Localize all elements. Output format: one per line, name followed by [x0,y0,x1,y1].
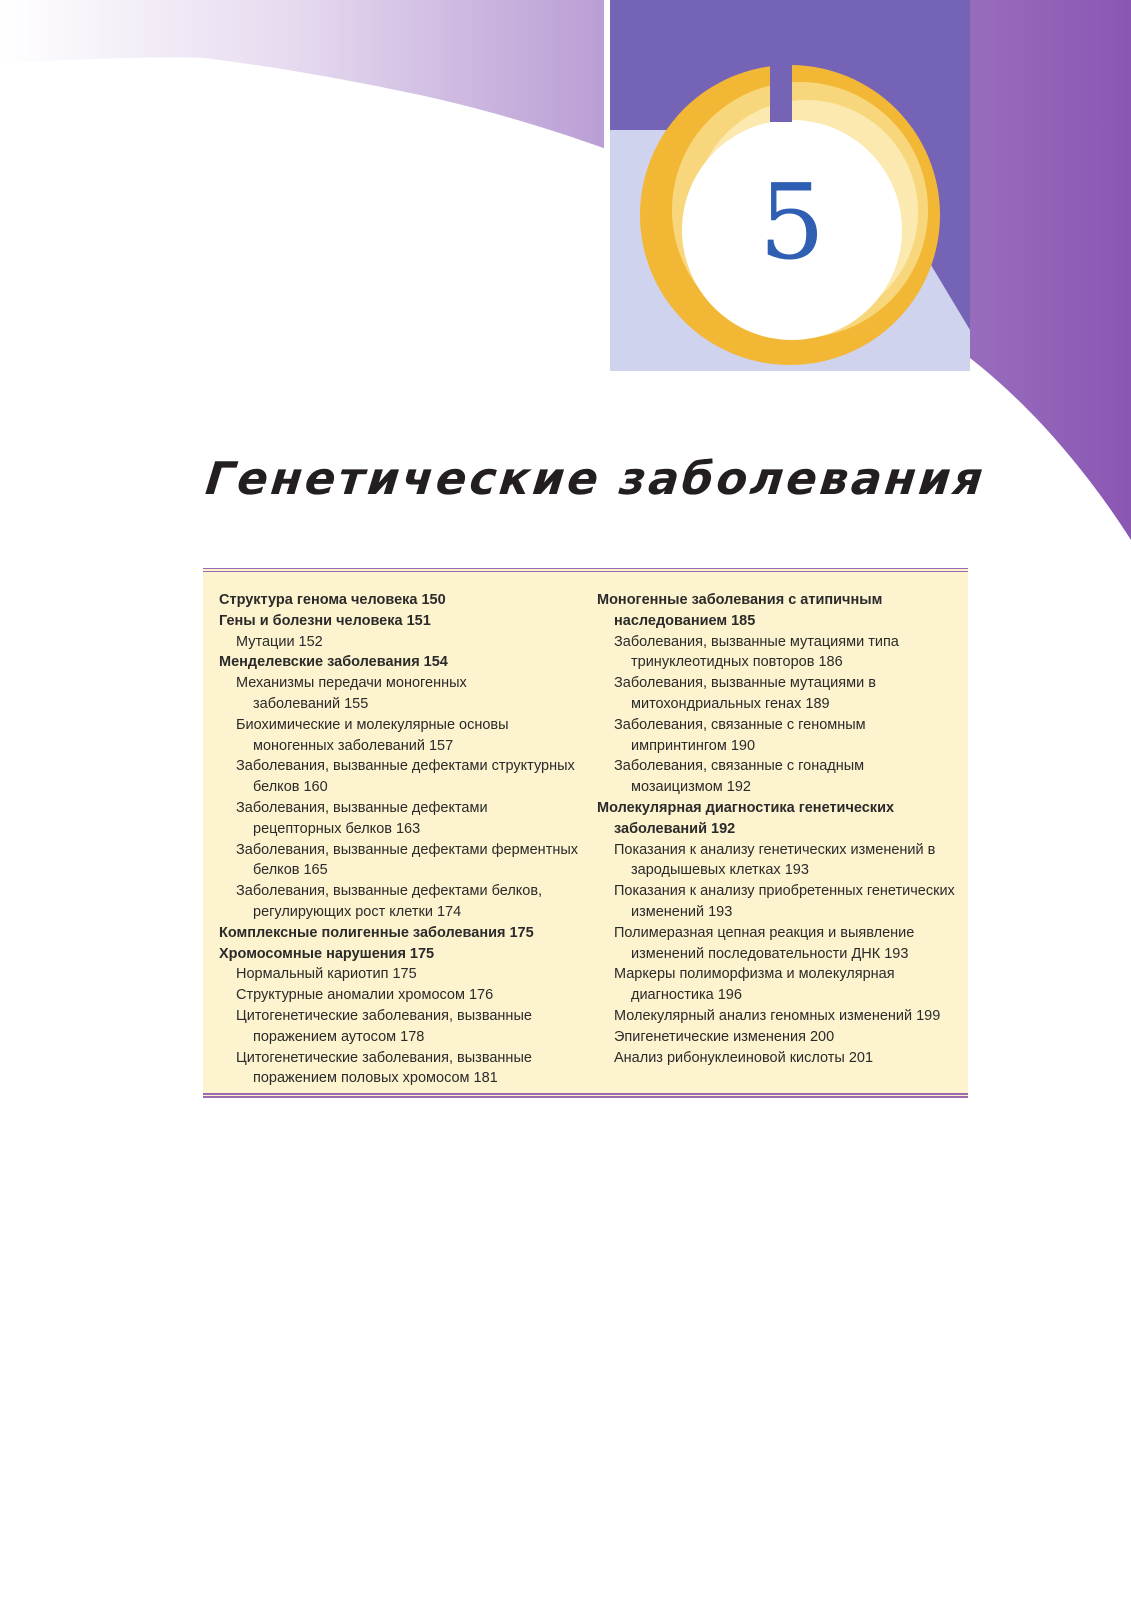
toc-entry-page: 192 [726,779,751,796]
toc-entry-title: Молекулярная диагностика генетических заболеваний [597,799,895,837]
toc-entry[interactable] [219,881,579,923]
toc-entry[interactable] [219,1048,579,1090]
toc-entry-page: 199 [916,1007,941,1024]
toc-entry[interactable] [597,1048,957,1069]
toc-entry-title: Заболевания, вызванные мутациями в митохондриальных генах [614,675,876,712]
toc-entry-page: 157 [428,737,454,754]
toc-entry-title: Молекулярный анализ геномных изменений [614,1007,913,1024]
toc-entry-title: Моногенные заболевания с атипичным наследованием [597,592,883,629]
toc-entry-page: 154 [423,654,448,671]
toc-entry-title: Показания к анализу приобретенных генетических изменений [614,883,955,920]
chapter-panel-edge [604,0,610,375]
toc-entry[interactable] [597,590,957,632]
toc-entry-page: 189 [805,695,830,712]
toc-entry-title: Заболевания, вызванные мутациями типа тринуклеотидных повторов [614,633,899,671]
toc-entry-title: Структура генома человека [219,592,418,608]
toc-entry-title: Показания к анализу генетических изменений в зародышевых клетках [614,841,936,879]
toc-entry[interactable] [219,798,579,840]
toc-entry-title: Заболевания, вызванные дефектами ферментных белков [236,841,579,879]
toc-entry[interactable] [597,923,957,965]
toc-entry-title: Маркеры полиморфизма и молекулярная диагностика [614,966,895,1004]
toc-entry-page: 151 [406,612,431,629]
toc-entry-page: 174 [436,903,462,920]
chapter-title: Генетические заболевания [203,452,989,505]
toc-entry-page: 193 [784,862,809,879]
toc-entry[interactable] [219,715,579,757]
toc-entry-page: 200 [809,1028,835,1045]
toc-entry-title: Цитогенетические заболевания, вызванные поражением аутосом [236,1007,532,1045]
header-decoration [0,0,1131,620]
toc-entry-page: 175 [392,966,417,983]
toc-entry-title: Комплексные полигенные заболевания [219,924,506,941]
toc-entry-title: Заболевания, вызванные дефектами белков, регулирующих рост клетки [236,883,543,920]
toc-entry[interactable] [219,673,579,715]
toc-entry[interactable] [597,798,957,840]
toc-entry[interactable] [597,840,957,882]
toc-entry-page: 178 [400,1028,425,1045]
chapter-number: 5 [758,161,826,283]
toc-entry-title: Заболевания, вызванные дефектами структурных белков [236,758,575,796]
toc-entry-page: 175 [509,924,534,941]
white-sweep [0,57,205,262]
toc-entry[interactable] [219,1006,579,1048]
toc-entry[interactable] [597,632,957,674]
toc-entry[interactable] [597,964,957,1006]
toc-entry-page: 190 [730,737,756,754]
toc-entry[interactable] [219,840,579,882]
toc-entry-title: Механизмы передачи моногенных заболеваний [236,675,467,712]
toc-entry[interactable] [219,923,579,944]
toc-entry-page: 165 [303,862,328,879]
toc-entry[interactable] [597,673,957,715]
toc-entry[interactable] [597,881,957,923]
toc-entry-page: 185 [731,612,756,629]
toc-entry-title: Полимеразная цепная реакция и выявление изменений последовательности ДНК [614,924,915,962]
toc-entry-title: Заболевания, связанные с гонадным мозаицизмом [614,758,865,796]
toc-entry-page: 155 [344,695,369,712]
toc-entry-title: Заболевания, вызванные дефектами рецепторных белков [236,799,488,837]
toc-entry-title: Хромосомные нарушения [219,945,406,962]
toc-entry-page: 152 [298,633,323,650]
toc-entry-title: Эпигенетические изменения [614,1028,806,1045]
toc-entry[interactable] [219,590,579,611]
toc-entry-title: Менделевские заболевания [219,654,420,671]
toc-entry-title: Анализ рибонуклеиновой кислоты [614,1049,845,1066]
toc-entry-page: 160 [303,779,328,796]
toc-entry[interactable] [219,611,579,632]
toc-left-column [219,590,579,1089]
toc-entry-page: 176 [468,987,494,1004]
toc-entry[interactable] [219,964,579,985]
toc-entry[interactable] [219,985,579,1006]
toc-entry[interactable] [597,715,957,757]
toc-entry-page: 193 [708,903,733,920]
toc-entry-title: Заболевания, связанные с геномным импринтингом [614,716,866,754]
toc-entry[interactable] [219,632,579,653]
toc-entry-page: 192 [711,820,736,837]
toc-entry[interactable] [597,1006,957,1027]
toc-entry-page: 181 [473,1070,498,1087]
toc-entry-title: Цитогенетические заболевания, вызванные поражением половых хромосом [236,1049,532,1087]
toc-entry[interactable] [219,944,579,965]
toc-entry[interactable] [597,756,957,798]
toc-entry-title: Структурные аномалии хромосом [236,987,465,1004]
toc-entry-page: 201 [848,1049,874,1066]
toc-entry[interactable] [597,1027,957,1048]
toc-entry-page: 175 [409,945,435,962]
toc-entry[interactable] [219,756,579,798]
chapter-panel-bottom-edge [604,371,970,375]
ring-notch [770,60,792,122]
toc-right-column [597,590,957,1068]
toc-entry-page: 150 [421,592,446,608]
toc-entry[interactable] [219,652,579,673]
toc-entry-page: 186 [818,654,843,671]
toc-entry-page: 163 [395,820,421,837]
toc-entry-title: Биохимические и молекулярные основы моногенных заболеваний [236,716,509,754]
toc-entry-title: Мутации [236,633,295,650]
toc-entry-page: 196 [717,987,742,1004]
toc-entry-title: Нормальный кариотип [236,966,389,983]
toc-entry-page: 193 [884,945,909,962]
toc-entry-title: Гены и болезни человека [219,612,403,629]
table-of-contents [203,568,968,1098]
